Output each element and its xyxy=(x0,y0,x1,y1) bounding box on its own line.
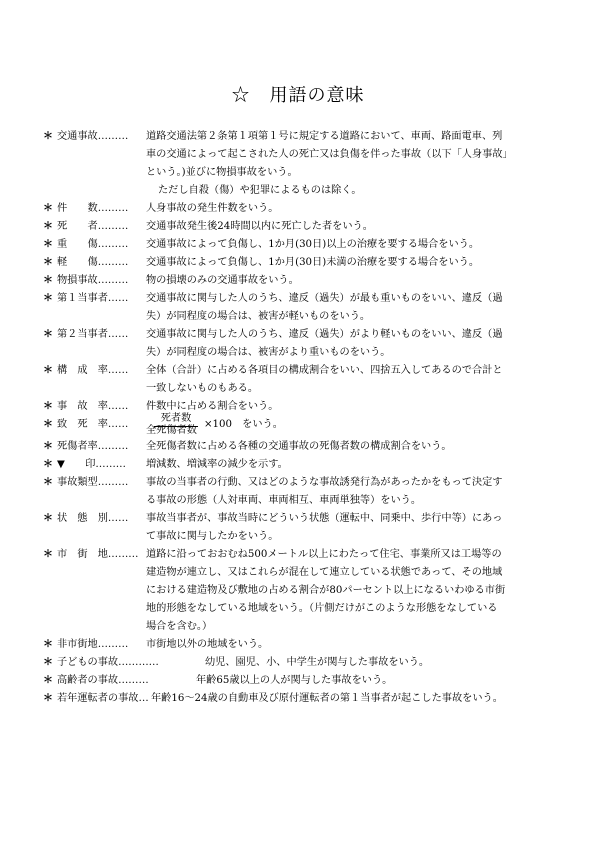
asterisk-bullet: ＊ xyxy=(43,693,53,704)
term-label: 交通事故……… xyxy=(57,131,129,142)
term-definition xyxy=(146,290,541,326)
definition-line: 交通事故発生後24時間以内に死亡した者をいう。 xyxy=(146,221,373,232)
term-row xyxy=(0,200,596,218)
term-definition xyxy=(146,636,541,654)
term-row xyxy=(0,636,596,654)
formula-tail: ×100 をいう。 xyxy=(204,419,283,430)
term-row xyxy=(0,510,596,546)
asterisk-bullet: ＊ xyxy=(43,203,53,214)
asterisk-bullet: ＊ xyxy=(43,131,53,142)
asterisk-bullet: ＊ xyxy=(43,293,53,304)
definition-line: 失）が同程度の場合は、被害が軽いものをいう。 xyxy=(146,311,371,322)
term-row xyxy=(0,290,596,326)
definition-line: 交通事故によって負傷し、1か月(30日)以上の治療を要する場合をいう。 xyxy=(146,239,480,250)
definition-line: 交通事故に関与した人のうち、違反（過失）がより軽いものをいい、違反（過 xyxy=(146,329,503,340)
definition-line: 人身事故の発生件数をいう。 xyxy=(146,203,279,214)
term-row xyxy=(0,654,596,672)
definition-line: 地的形態をなしている地域をいう。（片側だけがこのような形態をなしている xyxy=(146,603,498,614)
asterisk-bullet: ＊ xyxy=(43,657,53,668)
definition-line: 年齢16～24歳の自動車及び原付運転者の第１当事者が起こした事故をいう。 xyxy=(151,693,503,704)
asterisk-bullet: ＊ xyxy=(43,459,53,470)
term-row xyxy=(0,474,596,510)
term-label: ▼ 印……… xyxy=(57,459,126,470)
term-definition xyxy=(146,546,541,636)
term-row xyxy=(0,546,596,636)
term-label: 若年運転者の事故… xyxy=(57,693,149,704)
definition-line: 交通事故に関与した人のうち、違反（過失）が最も重いものをいい、違反（過 xyxy=(146,293,503,304)
term-label: 死傷者率……… xyxy=(57,441,129,452)
definition-line: 全死傷者数に占める各種の交通事故の死傷者数の構成割合をいう。 xyxy=(146,441,452,452)
term-label: 死 者……… xyxy=(57,221,129,232)
definition-line: る事故の形態（人対車両、車両相互、車両単独等）をいう。 xyxy=(146,495,422,506)
term-row xyxy=(0,398,596,416)
asterisk-bullet: ＊ xyxy=(43,275,53,286)
term-label: 物損事故……… xyxy=(57,275,129,286)
asterisk-bullet: ＊ xyxy=(43,257,53,268)
term-definition xyxy=(146,438,541,456)
definition-line: 全体（合計）に占める各項目の構成割合をいい、四捨五入してあるので合計と xyxy=(146,365,503,376)
term-label: 第２当事者…… xyxy=(57,329,129,340)
term-label: 件 数……… xyxy=(57,203,129,214)
asterisk-bullet: ＊ xyxy=(43,419,53,430)
term-label: 状 態 別…… xyxy=(57,513,129,524)
definition-line: 事故当事者が、事故当時にどういう状態（運転中、同乗中、歩行中等）にあっ xyxy=(146,513,503,524)
asterisk-bullet: ＊ xyxy=(43,675,53,686)
term-row xyxy=(0,326,596,362)
definition-line: 事故の当事者の行動、又はどのような事故誘発行為があったかをもって決定す xyxy=(146,477,503,488)
asterisk-bullet: ＊ xyxy=(43,221,53,232)
definition-line: における建造物及び敷地の占める割合が80パーセント以上になるいわゆる市街 xyxy=(146,585,506,596)
term-row xyxy=(0,362,596,398)
term-row xyxy=(0,128,596,182)
term-definition xyxy=(196,672,552,690)
definition-line: て事故に関与したかをいう。 xyxy=(146,531,279,542)
term-row xyxy=(0,413,596,438)
term-label: 構 成 率…… xyxy=(57,365,129,376)
term-label: 市 街 地……… xyxy=(57,549,139,560)
term-row xyxy=(0,254,596,272)
term-definition xyxy=(146,128,541,182)
term-definition xyxy=(146,510,541,546)
definition-line: 件数中に占める割合をいう。 xyxy=(146,401,279,412)
term-row xyxy=(0,690,596,708)
term-label: 第１当事者…… xyxy=(57,293,129,304)
term-label: 子どもの事故………… xyxy=(57,657,159,668)
asterisk-bullet: ＊ xyxy=(43,365,53,376)
page-title: ☆ 用語の意味 xyxy=(231,85,365,106)
definition-line: 幼児、園児、小、中学生が関与した事故をいう。 xyxy=(205,657,430,668)
term-row xyxy=(0,272,596,290)
term-definition xyxy=(205,654,552,672)
asterisk-bullet: ＊ xyxy=(43,239,53,250)
definition-line: 建造物が連立し、又はこれらが混在して連立している状態であって、その地域 xyxy=(146,567,503,578)
definition-line: 年齢65歳以上の人が関与した事故をいう。 xyxy=(196,675,393,686)
definition-line: ただし自殺（傷）や犯罪によるものは除く。 xyxy=(158,185,362,196)
definition-line: 物の損壊のみの交通事故をいう。 xyxy=(146,275,299,286)
term-definition xyxy=(146,200,541,218)
term-label: 高齢者の事故……… xyxy=(57,675,149,686)
term-definition xyxy=(146,218,541,236)
definition-line: 車の交通によって起こされた人の死亡又は負傷を伴った事故（以下「人身事故」 xyxy=(146,149,513,160)
definition-line: 道路に沿っておおむね500メートル以上にわたって住宅、事業所又は工場等の xyxy=(146,549,502,560)
term-row xyxy=(0,236,596,254)
term-label: 重 傷……… xyxy=(57,239,129,250)
term-row xyxy=(0,438,596,456)
asterisk-bullet: ＊ xyxy=(43,477,53,488)
term-definition xyxy=(146,254,541,272)
term-row xyxy=(0,456,596,474)
term-label: 事 故 率…… xyxy=(57,401,129,412)
term-definition xyxy=(146,326,541,362)
definition-line: 市街地以外の地域をいう。 xyxy=(146,639,269,650)
term-definition xyxy=(146,362,541,398)
term-definition xyxy=(146,456,541,474)
term-definition xyxy=(146,272,541,290)
definition-line: 交通事故によって負傷し、1か月(30日)未満の治療を要する場合をいう。 xyxy=(146,257,480,268)
term-label: 事故類型……… xyxy=(57,477,129,488)
asterisk-bullet: ＊ xyxy=(43,401,53,412)
definition-line: という。)並びに物損事故をいう。 xyxy=(146,167,298,178)
definition-line: 場合を含む。） xyxy=(146,621,213,632)
term-list xyxy=(0,128,596,708)
definition-line: 一致しないものもある。 xyxy=(146,383,259,394)
definition-line: 失）が同程度の場合は、被害がより重いものをいう。 xyxy=(146,347,391,358)
term-definition xyxy=(151,690,552,708)
asterisk-bullet: ＊ xyxy=(43,513,53,524)
term-definition xyxy=(146,474,541,510)
term-definition xyxy=(146,182,541,200)
asterisk-bullet: ＊ xyxy=(43,441,53,452)
asterisk-bullet: ＊ xyxy=(43,329,53,340)
term-row xyxy=(0,182,596,200)
definition-line: 道路交通法第２条第１項第１号に規定する道路において、車両、路面電車、列 xyxy=(146,131,503,142)
term-label: 致 死 率…… xyxy=(57,419,129,430)
asterisk-bullet: ＊ xyxy=(43,639,53,650)
formula-denominator: 全死傷者数 xyxy=(146,425,197,436)
definition-line: 増減数、増減率の減少を示す。 xyxy=(146,459,288,470)
term-label: 非市街地……… xyxy=(57,639,129,650)
formula-numerator: 死者数 xyxy=(154,412,198,427)
term-definition xyxy=(146,236,541,254)
term-row xyxy=(0,672,596,690)
asterisk-bullet: ＊ xyxy=(43,549,53,560)
term-label: 軽 傷……… xyxy=(57,257,129,268)
term-definition xyxy=(146,398,541,416)
term-row xyxy=(0,218,596,236)
